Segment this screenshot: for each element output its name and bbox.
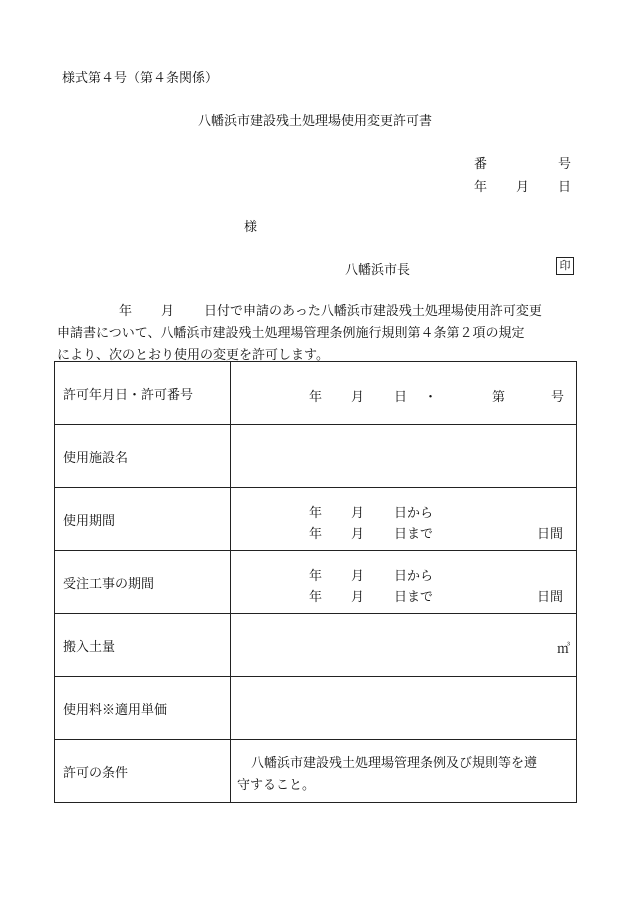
permit-number-label: 番 — [474, 157, 488, 172]
work-from-month: 月 — [351, 569, 365, 584]
permit-separator: ・ — [424, 390, 438, 405]
permit-number-suffix-cell: 号 — [551, 390, 565, 405]
facility-name-label: 使用施設名 — [55, 425, 231, 488]
work-from-year: 年 — [309, 569, 323, 584]
document-title: 八幡浜市建設残土処理場使用変更許可書 — [197, 114, 432, 129]
period-days-unit: 日間 — [537, 527, 564, 542]
period-to-month: 月 — [351, 527, 365, 542]
issuer-name: 八幡浜市長 — [345, 263, 411, 278]
permit-conditions-label: 許可の条件 — [55, 740, 231, 803]
permit-month-unit: 月 — [351, 390, 365, 405]
period-from-month: 月 — [351, 506, 365, 521]
permit-date-number-label: 許可年月日・許可番号 — [55, 362, 231, 425]
table-row — [55, 740, 577, 803]
body-line-1-text: 日付で申請のあった八幡浜市建設残土処理場使用許可変更 — [204, 304, 542, 319]
conditions-line-1: 八幡浜市建設残土処理場管理条例及び規則等を遵 — [251, 756, 538, 771]
period-to-year: 年 — [309, 527, 323, 542]
work-to-month: 月 — [351, 590, 365, 605]
work-period-label: 受注工事の期間 — [55, 551, 231, 614]
cubic-meter-unit: ㎥ — [557, 642, 571, 657]
work-period-value — [231, 551, 577, 614]
table-row — [55, 677, 577, 740]
work-from-day: 日から — [394, 569, 434, 584]
issue-date-year: 年 — [474, 180, 488, 195]
permit-number-prefix: 第 — [492, 390, 506, 405]
period-from-day: 日から — [394, 506, 434, 521]
permit-date-number-value — [231, 362, 577, 425]
addressee-suffix: 様 — [244, 220, 258, 235]
work-days-unit: 日間 — [537, 590, 564, 605]
permit-day-unit: 日 — [394, 390, 408, 405]
work-to-day: 日まで — [394, 590, 434, 605]
seal-mark: 印 — [556, 257, 574, 275]
table-row — [55, 614, 577, 677]
permit-year-unit: 年 — [309, 390, 323, 405]
usage-period-value — [231, 488, 577, 551]
work-to-year: 年 — [309, 590, 323, 605]
body-year: 年 — [119, 304, 133, 319]
period-to-day: 日まで — [394, 527, 434, 542]
body-month: 月 — [161, 304, 175, 319]
form-number-label: 様式第４号（第４条関係） — [62, 71, 219, 86]
usage-period-label: 使用期間 — [55, 488, 231, 551]
permit-details-table — [54, 361, 577, 803]
table-row — [55, 488, 577, 551]
table-row — [55, 425, 577, 488]
issue-date-day: 日 — [558, 180, 572, 195]
table-row — [55, 362, 577, 425]
usage-fee-value — [231, 677, 577, 740]
soil-volume-value — [231, 614, 577, 677]
conditions-line-2: 守すること。 — [237, 778, 316, 793]
usage-fee-label: 使用料※適用単価 — [55, 677, 231, 740]
facility-name-value — [231, 425, 577, 488]
soil-volume-label: 搬入土量 — [55, 614, 231, 677]
body-line-3: により、次のとおり使用の変更を許可します。 — [57, 348, 329, 363]
permit-conditions-value — [231, 740, 577, 803]
table-row — [55, 551, 577, 614]
period-from-year: 年 — [309, 506, 323, 521]
body-line-2: 申請書について、八幡浜市建設残土処理場管理条例施行規則第４条第２項の規定 — [57, 326, 525, 341]
issue-date-month: 月 — [516, 180, 530, 195]
permit-number-suffix: 号 — [558, 157, 572, 172]
